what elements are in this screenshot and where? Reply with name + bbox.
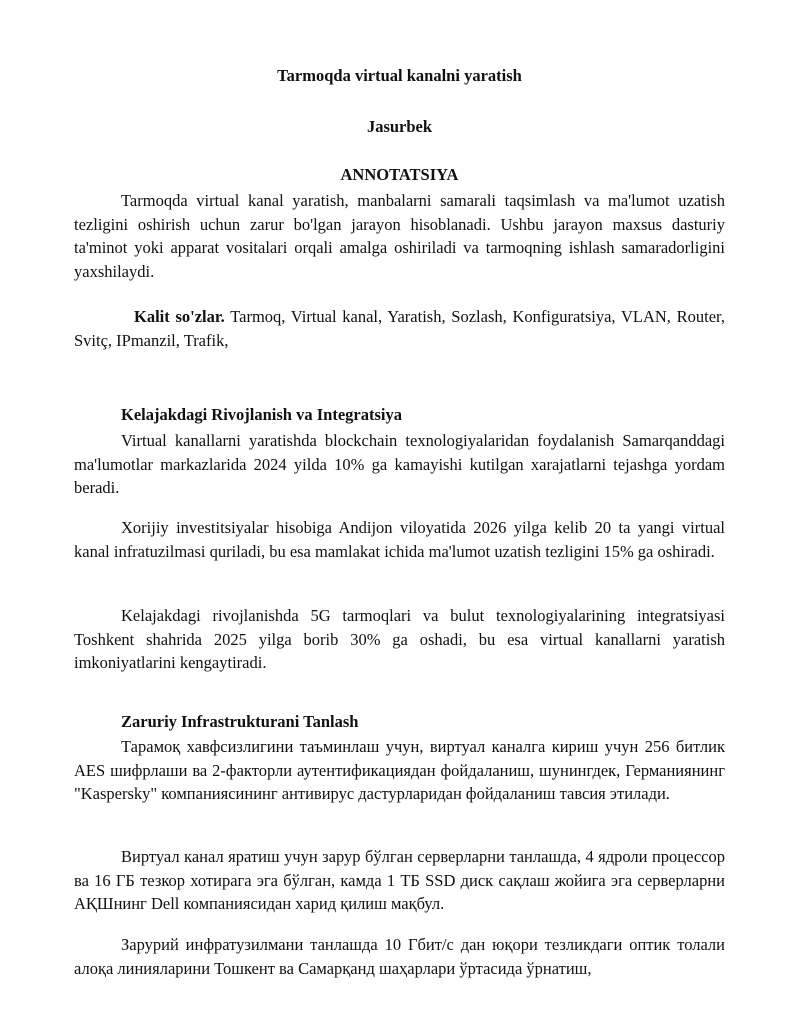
section1-paragraph: Xorijiy investitsiyalar hisobiga Andijon viloyatida 2026 yilga kelib 20 ta yangi virtual kanal infratuzilmasi quriladi, bu esa mamlakat ichida ma'lumot uzatish tezligini 15% ga oshiradi. — [74, 518, 725, 561]
section-heading-future: Kelajakdagi Rivojlanish va Integratsiya — [121, 405, 402, 424]
section2-paragraph: Тарамоқ хавфсизлигини таъминлаш учун, виртуал каналга кириш учун 256 битлик AES шифрлаши ва 2-факторли аутентификациядан фойдаланиш, шунингдек, Германиянинг "Kaspersky" компаниясининг антивирус дастурларидан фойдаланиш тавсия этилади. — [74, 737, 725, 804]
section-heading-infrastructure: Zaruriy Infrastrukturani Tanlash — [121, 712, 359, 731]
keywords-paragraph — [74, 305, 725, 352]
section1-paragraph: Virtual kanallarni yaratishda blockchain texnologiyalaridan foydalanish Samarqanddagi ma'lumotlar markazlarida 2024 yilda 10% ga kamayishi kutilgan xarajatlarni tejashga yordam beradi. — [74, 431, 725, 498]
section2-paragraph: Зарурий инфратузилмани танлашда 10 Гбит/с дан юқори тезликдаги оптик толали алоқа линияларини Тошкент ва Самарқанд шаҳарлари ўртасида ўрнатиш, — [74, 935, 725, 978]
annotation-text: Tarmoqda virtual kanal yaratish, manbalarni samarali taqsimlash va ma'lumot uzatish tezligini oshirish uchun zarur bo'lgan jarayon hisoblanadi. Ushbu jarayon maxsus dasturiy ta'minot yoki apparat vositalari orqali amalga oshiriladi va tarmoqning ishlash samaradorligini — [74, 191, 725, 258]
annotation-paragraph — [74, 189, 725, 283]
annotation-heading: ANNOTATSIYA — [340, 165, 459, 184]
keywords-text: Tarmoq, Virtual kanal, Yaratish, Sozlash, Konfiguratsiya, VLAN, Router, Svitç, IPmanzil, Trafik, — [74, 307, 725, 350]
annotation-text-end: yaxshilaydi. — [74, 261, 155, 281]
document-title: Tarmoqda virtual kanalni yaratish — [277, 66, 522, 85]
author-name: Jasurbek — [366, 117, 433, 136]
keywords-label: Kalit so'zlar. — [134, 307, 225, 326]
section1-paragraph: Kelajakdagi rivojlanishda 5G tarmoqlari va bulut texnologiyalarining integratsiyasi Toshkent shahrida 2025 yilga borib 30% ga oshadi, bu esa virtual kanallarni yaratish imkoniyatlarini kengaytiradi. — [74, 606, 725, 673]
section2-paragraph: Виртуал канал яратиш учун зарур бўлган серверларни танлашда, 4 ядроли процессор ва 16 ГБ тезкор хотирага эга бўлган, камда 1 ТБ SSD диск сақлаш жойига эга серверларни АҚШнинг Dell компаниясидан харид қилиш мақбул. — [74, 847, 725, 914]
